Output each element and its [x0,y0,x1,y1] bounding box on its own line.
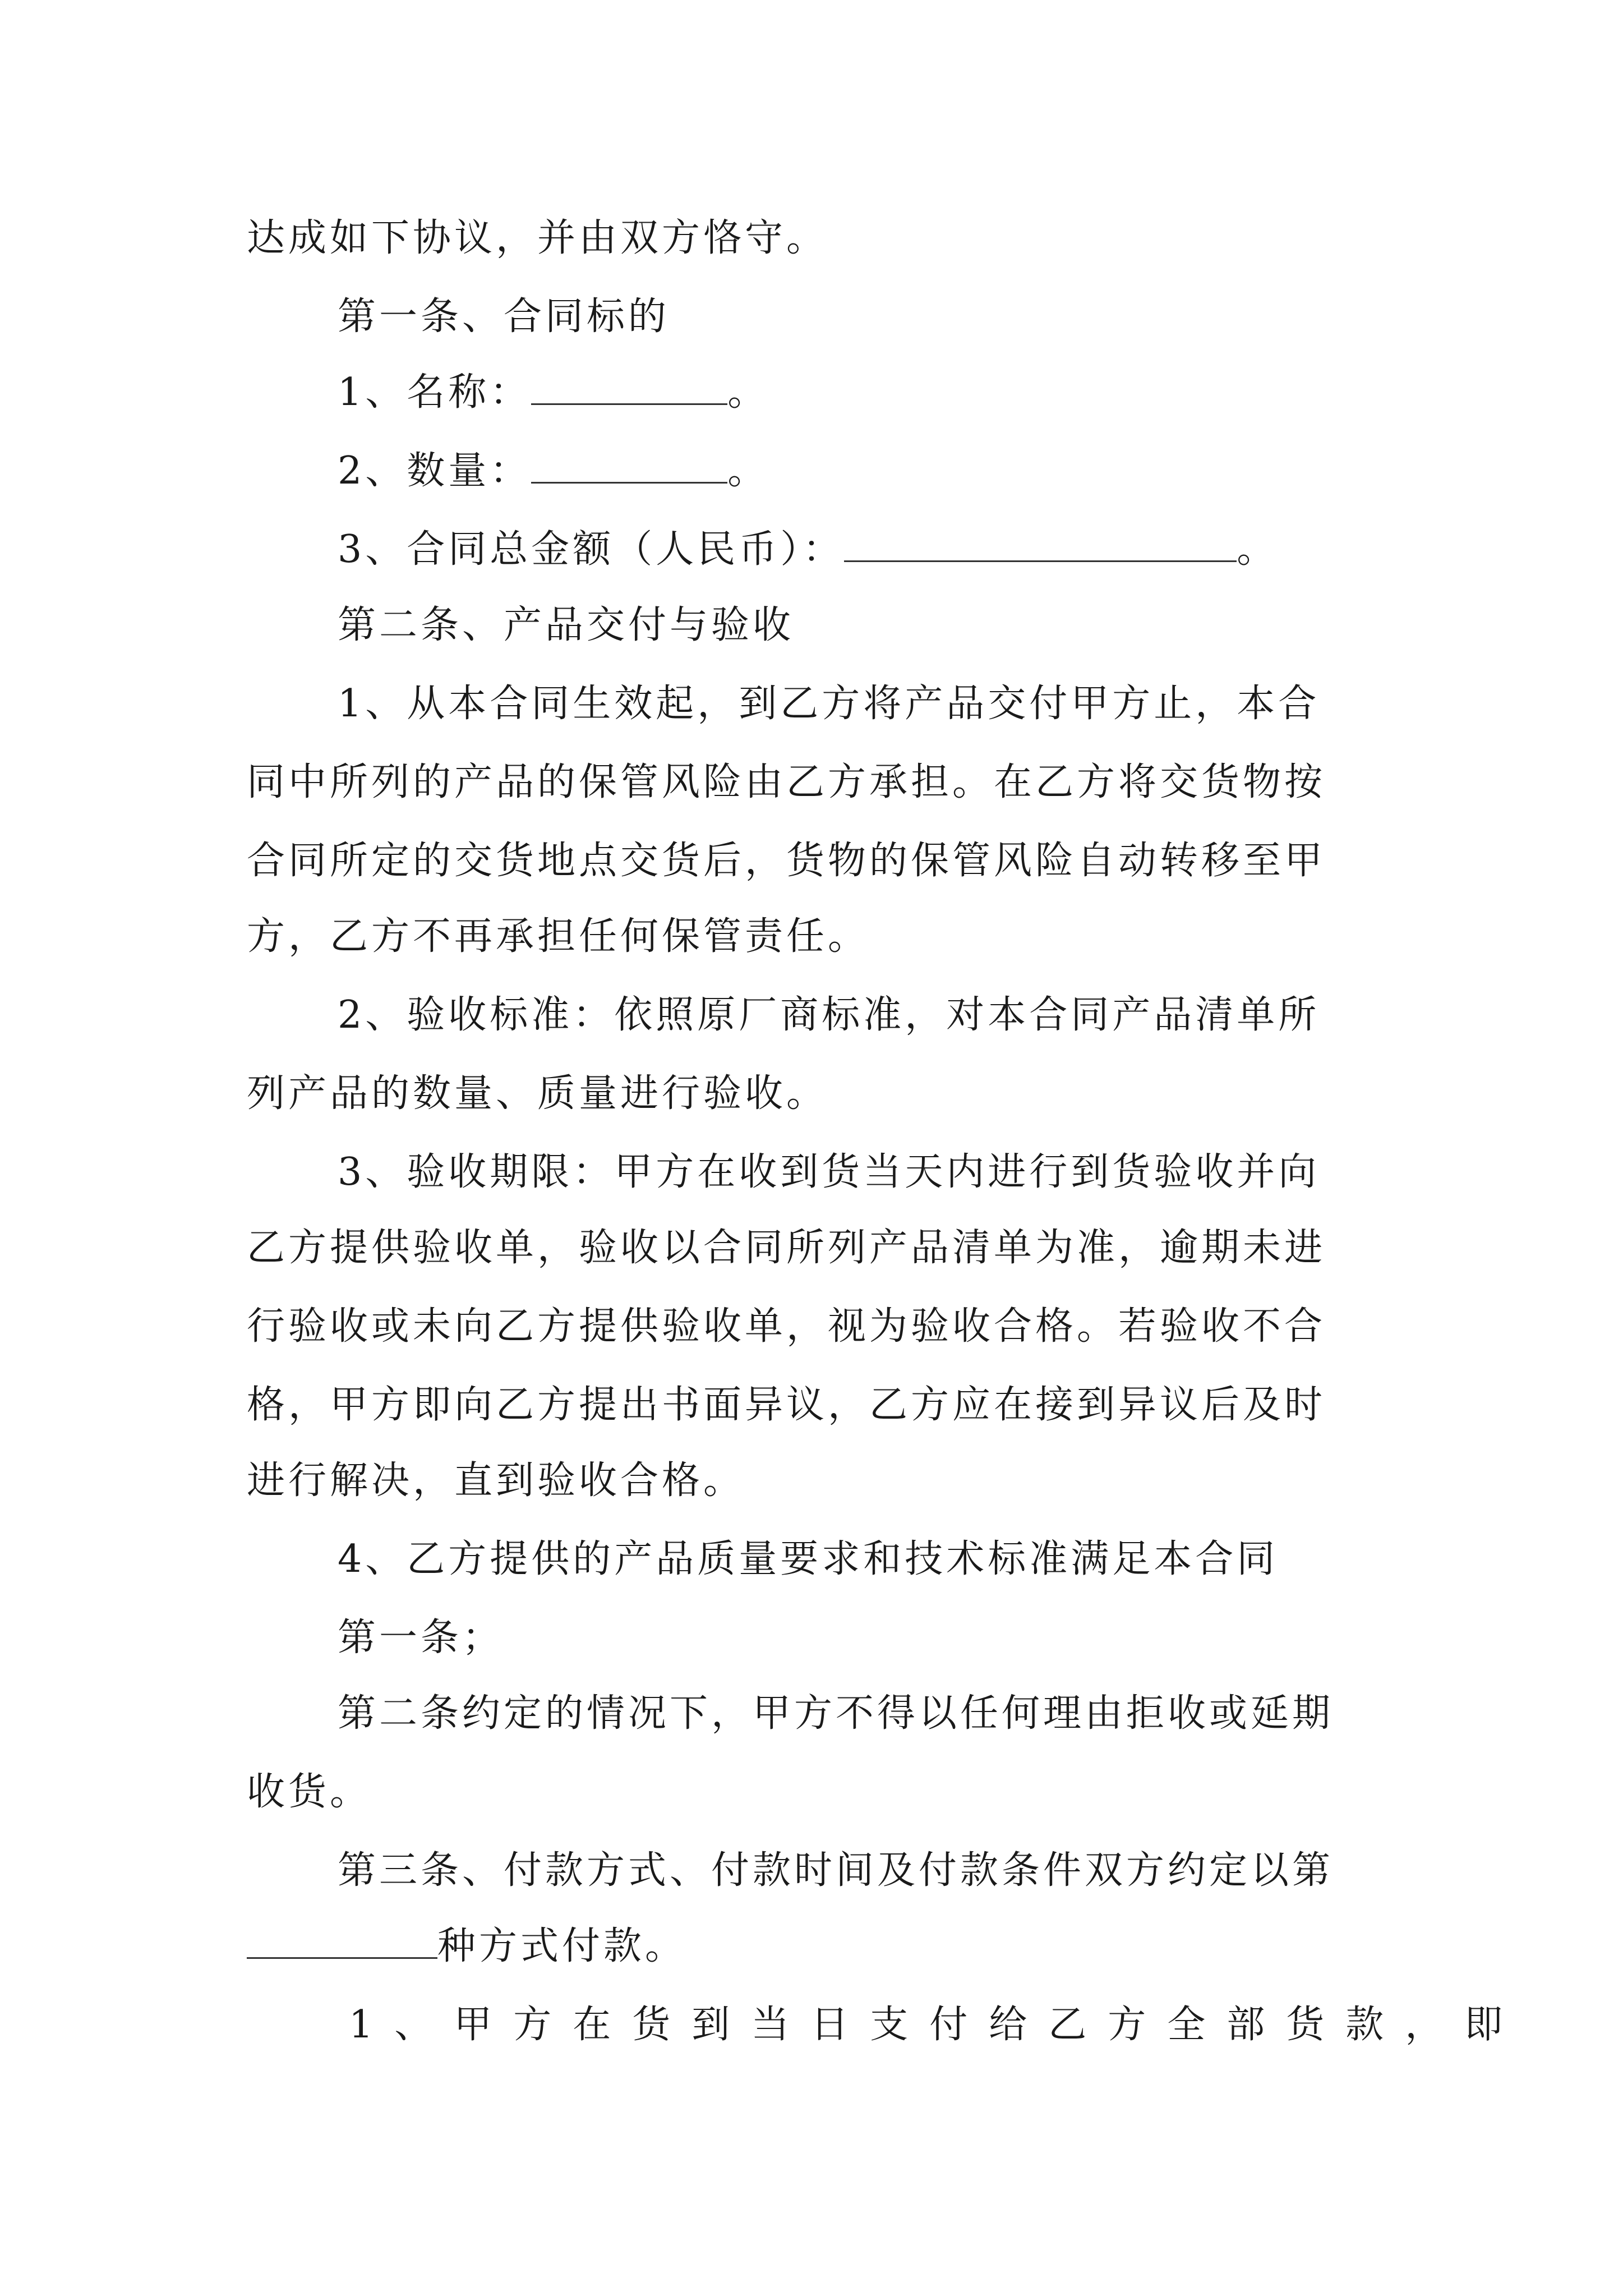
text-line: 列产品的数量、质量进行验收。 [247,1071,828,1116]
field-suffix: 。 [727,370,769,415]
field-quantity-line [338,446,769,496]
text-line: 第二条约定的情况下，甲方不得以任何理由拒收或延期 [338,1691,1334,1736]
text-line: 乙方提供验收单，验收以合同所列产品清单为准，逾期未进 [247,1226,1326,1270]
text-line: 第一条； [338,1616,504,1660]
text-line: 合同所定的交货地点交货后，货物的保管风险自动转移至甲 [247,839,1326,883]
blank-underline [531,449,727,484]
field-label: 1、名称： [338,370,532,415]
text-line: 3、验收期限：甲方在收到货当天内进行到货验收并向 [338,1150,1320,1194]
section-heading: 第三条、付款方式、付款时间及付款条件双方约定以第 [338,1848,1334,1893]
section-heading: 第二条、产品交付与验收 [338,603,795,647]
text-line: 达成如下协议，并由双方恪守。 [247,216,828,260]
field-amount-line [338,524,1278,575]
text-line: 收货。 [247,1770,372,1814]
field-name-line [338,367,769,418]
payment-method-line [247,1921,686,1972]
blank-underline [844,528,1237,562]
field-suffix: 。 [727,449,769,493]
text-line: 1、甲方在货到当日支付给乙方全部货款，即 [349,2003,1524,2047]
text-line: 2、验收标准：依照原厂商标准，对本合同产品清单所 [338,993,1320,1037]
field-label: 3、合同总金额（人民币）： [338,527,845,572]
blank-underline [247,1925,437,1959]
text-line: 行验收或未向乙方提供验收单，视为验收合格。若验收不合 [247,1304,1326,1349]
blank-underline [531,371,727,405]
text-line: 同中所列的产品的保管风险由乙方承担。在乙方将交货物按 [247,760,1326,804]
text-line: 4、乙方提供的产品质量要求和技术标准满足本合同 [338,1537,1279,1581]
field-suffix: 。 [1237,527,1279,572]
text-line: 方，乙方不再承担任何保管责任。 [247,914,870,959]
text-line: 进行解决，直到验收合格。 [247,1458,745,1503]
text-line: 格，甲方即向乙方提出书面异议，乙方应在接到异议后及时 [247,1383,1326,1427]
field-label: 2、数量： [338,449,532,493]
text-line: 1、从本合同生效起，到乙方将产品交付甲方止，本合 [338,682,1320,726]
section-heading: 第一条、合同标的 [338,295,670,339]
field-suffix: 种方式付款。 [437,1924,687,1968]
